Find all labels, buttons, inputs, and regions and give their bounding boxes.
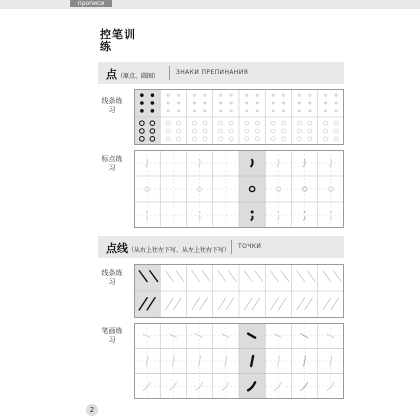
dot-trace bbox=[309, 110, 311, 112]
circle-trace bbox=[229, 121, 233, 125]
slash-down-right bbox=[307, 271, 315, 282]
dot-mark bbox=[151, 101, 155, 105]
semicolon-dot bbox=[251, 211, 254, 214]
dot-mark bbox=[151, 109, 155, 113]
dot-trace bbox=[220, 110, 222, 112]
slash-down-right bbox=[255, 271, 263, 282]
section-title-main: 点线 bbox=[106, 242, 128, 255]
dot-trace bbox=[178, 102, 180, 104]
dot-trace bbox=[272, 110, 274, 112]
dot-trace bbox=[167, 110, 169, 112]
slash-down-right bbox=[271, 271, 279, 282]
slash-down-right bbox=[244, 271, 252, 282]
dot-trace bbox=[298, 94, 300, 96]
circle-trace bbox=[255, 129, 259, 133]
dot-trace bbox=[335, 110, 337, 112]
circle-trace bbox=[192, 121, 196, 125]
dot-trace bbox=[309, 94, 311, 96]
section-russian-title: ТОЧКИ bbox=[238, 243, 262, 250]
dot-trace bbox=[220, 102, 222, 104]
dot-trace bbox=[325, 102, 327, 104]
circle-trace bbox=[219, 121, 223, 125]
dot-trace bbox=[193, 102, 195, 104]
dot-trace bbox=[246, 110, 248, 112]
circle-trace bbox=[177, 137, 181, 141]
dot-trace bbox=[246, 94, 248, 96]
dot-trace bbox=[335, 102, 337, 104]
section-header-dotlines bbox=[98, 236, 344, 258]
slash-down-left bbox=[218, 298, 226, 310]
row-label-stroke-practice: 笔画练习 bbox=[101, 327, 123, 344]
row-label-punctuation-practice: 标点练习 bbox=[101, 155, 123, 172]
dot-trace bbox=[204, 102, 206, 104]
semicolon-dot bbox=[304, 211, 306, 213]
circle-trace bbox=[334, 137, 338, 141]
circle-trace bbox=[297, 129, 301, 133]
slash-down-left bbox=[226, 298, 234, 310]
dot-trace bbox=[167, 102, 169, 104]
slash-down-right bbox=[218, 271, 226, 282]
circle-trace bbox=[282, 129, 286, 133]
circle-trace bbox=[334, 129, 338, 133]
dot-trace bbox=[283, 110, 285, 112]
dot-mark bbox=[140, 101, 144, 105]
circle-trace bbox=[245, 129, 249, 133]
circle-trace bbox=[308, 121, 312, 125]
dot-trace bbox=[272, 94, 274, 96]
circle-trace bbox=[203, 121, 207, 125]
slash-down-right bbox=[192, 271, 200, 282]
dot-trace bbox=[230, 102, 232, 104]
dot-trace bbox=[220, 94, 222, 96]
slash-down-left bbox=[305, 298, 313, 310]
dot-trace bbox=[256, 94, 258, 96]
circle-trace bbox=[166, 129, 170, 133]
circle-trace bbox=[219, 129, 223, 133]
circle-trace bbox=[229, 129, 233, 133]
page-number: 2 bbox=[86, 404, 98, 416]
circle-trace bbox=[203, 137, 207, 141]
section-title bbox=[106, 240, 230, 256]
slash-down-left bbox=[200, 298, 208, 310]
dot-trace bbox=[272, 102, 274, 104]
section-title-main: 点 bbox=[106, 68, 117, 81]
section-header-dots bbox=[98, 62, 344, 84]
circle-trace bbox=[192, 137, 196, 141]
slash-down-right bbox=[334, 271, 342, 282]
slash-down-left bbox=[252, 298, 260, 310]
circle-trace bbox=[177, 129, 181, 133]
comma-mark bbox=[277, 159, 279, 167]
dot-trace bbox=[256, 102, 258, 104]
slash-down-left bbox=[297, 298, 305, 310]
slash-down-right bbox=[202, 271, 210, 282]
stroke-dot bbox=[196, 334, 203, 338]
slash-down-left bbox=[166, 298, 174, 310]
section-subtitle: （原点、圆圈） bbox=[117, 73, 160, 80]
circle-trace bbox=[271, 137, 275, 141]
slash-down-left bbox=[173, 298, 181, 310]
section-title bbox=[106, 66, 159, 82]
circle-trace bbox=[282, 121, 286, 125]
header-tag: прописи bbox=[70, 0, 112, 7]
dot-trace bbox=[325, 110, 327, 112]
circle-trace bbox=[297, 137, 301, 141]
circle-trace bbox=[308, 129, 312, 133]
circle-trace bbox=[324, 137, 328, 141]
top-strip bbox=[0, 0, 420, 9]
dot-trace bbox=[230, 94, 232, 96]
slash-down-left bbox=[278, 298, 286, 310]
circle-trace bbox=[282, 137, 286, 141]
circle-trace bbox=[324, 129, 328, 133]
dot-trace bbox=[335, 94, 337, 96]
circle-trace bbox=[219, 137, 223, 141]
circle-trace bbox=[334, 121, 338, 125]
dot-trace bbox=[256, 110, 258, 112]
dot-trace bbox=[178, 94, 180, 96]
slash-down-right bbox=[323, 271, 331, 282]
dot-trace bbox=[246, 102, 248, 104]
dot-trace bbox=[193, 94, 195, 96]
semicolon-dot bbox=[330, 211, 332, 213]
dot-trace bbox=[167, 94, 169, 96]
circle-trace bbox=[255, 137, 259, 141]
circle-trace bbox=[203, 129, 207, 133]
dot-trace bbox=[178, 110, 180, 112]
dot-mark bbox=[151, 93, 155, 97]
dot-trace bbox=[193, 110, 195, 112]
circle-trace bbox=[271, 129, 275, 133]
dot-trace bbox=[298, 102, 300, 104]
circle-trace bbox=[166, 121, 170, 125]
dot-trace bbox=[325, 94, 327, 96]
slash-down-left bbox=[331, 298, 339, 310]
row-label-line-practice: 线条练习 bbox=[101, 269, 123, 286]
dot-trace bbox=[204, 94, 206, 96]
circle-trace bbox=[297, 121, 301, 125]
circle-trace bbox=[192, 129, 196, 133]
page-title: 控笔训练 bbox=[100, 28, 136, 53]
dot-trace bbox=[204, 110, 206, 112]
circle-trace bbox=[255, 121, 259, 125]
circle-trace bbox=[245, 121, 249, 125]
circle-trace bbox=[166, 137, 170, 141]
section-separator bbox=[231, 240, 232, 254]
stroke-dot bbox=[143, 334, 150, 338]
dot-trace bbox=[298, 110, 300, 112]
slash-down-right bbox=[166, 271, 174, 282]
semicolon-dot bbox=[277, 211, 279, 213]
dot-mark bbox=[140, 93, 144, 97]
practice-grid-dots bbox=[134, 89, 344, 145]
slash-down-left bbox=[271, 298, 279, 310]
circle-trace bbox=[177, 121, 181, 125]
dot-mark bbox=[140, 109, 144, 113]
slash-down-right bbox=[176, 271, 184, 282]
circle-trace bbox=[271, 121, 275, 125]
dot-trace bbox=[283, 102, 285, 104]
practice-grid-punctuation bbox=[134, 150, 344, 228]
circle-trace bbox=[229, 137, 233, 141]
dot-trace bbox=[309, 102, 311, 104]
semicolon-dot bbox=[146, 211, 148, 213]
dot-trace bbox=[230, 110, 232, 112]
circle-trace bbox=[245, 137, 249, 141]
slash-down-left bbox=[244, 298, 252, 310]
practice-grid-slashes bbox=[134, 264, 344, 318]
dot-trace bbox=[283, 94, 285, 96]
circle-trace bbox=[308, 137, 312, 141]
semicolon-dot bbox=[199, 211, 201, 213]
slash-down-right bbox=[297, 271, 305, 282]
slash-down-left bbox=[323, 298, 331, 310]
section-separator bbox=[169, 66, 170, 80]
circle-trace bbox=[324, 121, 328, 125]
section-russian-title: ЗНАКИ ПРЕПИНАНИЯ bbox=[176, 69, 249, 76]
row-label-line-practice: 线条练习 bbox=[101, 97, 123, 114]
slash-down-right bbox=[229, 271, 237, 282]
section-subtitle: （从右上往左下写、从左上往右下写） bbox=[128, 247, 231, 254]
practice-grid-strokes bbox=[134, 323, 344, 399]
slash-down-right bbox=[281, 271, 289, 282]
slash-down-left bbox=[192, 298, 200, 310]
